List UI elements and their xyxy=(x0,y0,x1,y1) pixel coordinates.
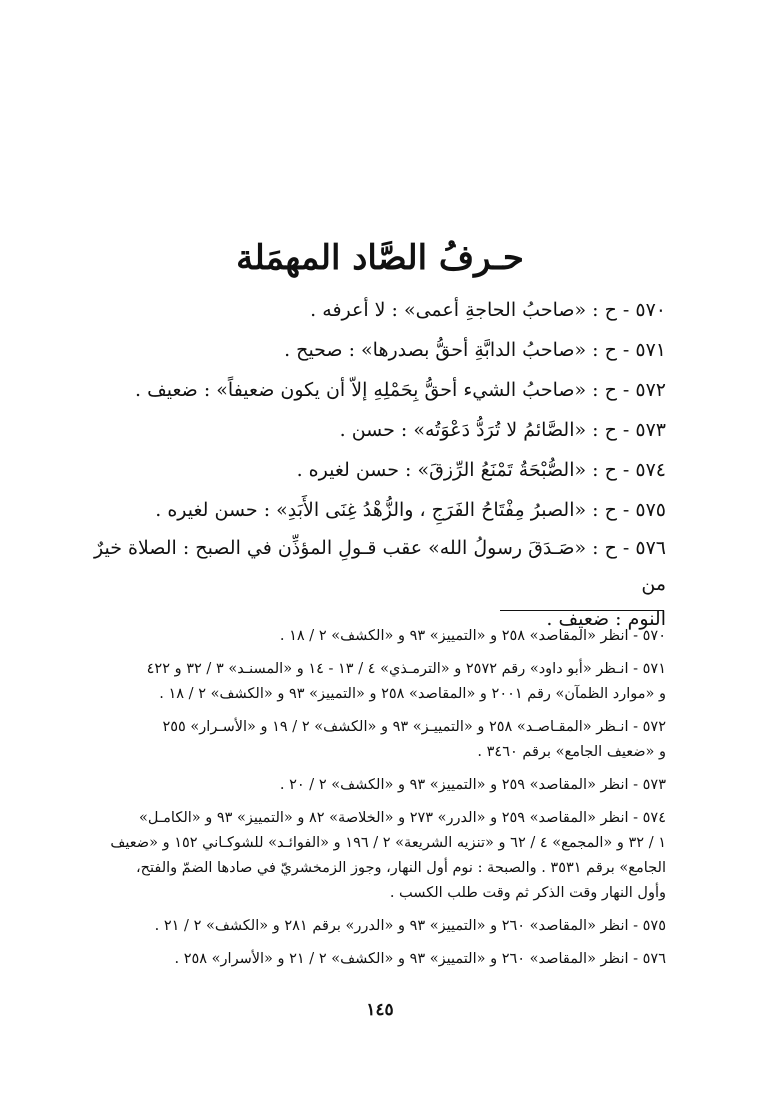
entry-text: ح : «صَـدَقَ رسولُ الله» عقب قـولِ المؤذِّن في الصبح : الصلاة خيرٌ من xyxy=(93,537,666,595)
entry-text: ح : «صاحبُ الشيء أحقُّ بِحَمْلِهِ إلاّ أن يكون ضعيفاً» : ضعيف . xyxy=(135,379,617,401)
entry-number: ٥٧٠ xyxy=(635,299,666,321)
entry-text: ح : «الصُّبْحَةُ تَمْنَعُ الرِّزقَ» : حسن لغيره . xyxy=(296,459,617,481)
entry-number: ٥٧٢ xyxy=(635,379,666,401)
hadith-entry: ٥٧٠ - ح : «صاحبُ الحاجةِ أعمى» : لا أعرفه . xyxy=(310,299,666,321)
entry-number: ٥٧٥ xyxy=(635,499,666,521)
entry-continuation: النوم : ضعيف . xyxy=(546,608,666,630)
entry-number: ٥٧١ xyxy=(635,339,666,361)
entry-text: ح : «صاحبُ الدابَّةِ أحقُّ بصدرها» : صحيح . xyxy=(284,339,617,361)
footnote-divider xyxy=(500,610,664,611)
entry-number: ٥٧٦ xyxy=(635,537,666,559)
hadith-entry: ٥٧١ - ح : «صاحبُ الدابَّةِ أحقُّ بصدرها» : صحيح . xyxy=(284,339,666,361)
entry-number: ٥٧٤ xyxy=(635,459,666,481)
footnote-line: ٥٧٥ - انظر «المقاصد» ٢٦٠ و «التمييز» ٩٣ و «الدرر» برقم ٢٨١ و «الكشف» ٢ / ٢١ . xyxy=(154,918,666,934)
footnote-line: ٥٧٤ - انظر «المقاصد» ٢٥٩ و «الدرر» ٢٧٣ و «الخلاصة» ٨٢ و «التمييز» ٩٣ و «الكامـل» xyxy=(139,810,666,826)
hadith-entry: ٥٧٢ - ح : «صاحبُ الشيء أحقُّ بِحَمْلِهِ إلاّ أن يكون ضعيفاً» : ضعيف . xyxy=(135,379,666,401)
chapter-title: حـرفُ الصَّاد المهمَلة xyxy=(236,238,524,278)
footnote-line: ٥٧٣ - انظر «المقاصد» ٢٥٩ و «التمييز» ٩٣ و «الكشف» ٢ / ٢٠ . xyxy=(279,777,666,793)
entry-text: ح : «الصبرُ مِفْتَاحُ الفَرَجِ ، والزُّهْدُ غِنَى الأَبَدِ» : حسن لغيره . xyxy=(155,499,617,521)
footnote-line: الجامع» برقم ٣٥٣١ . والصبحة : نوم أول النهار، وجوز الزمخشريّ في صادها الضمّ والفتح، xyxy=(135,860,666,876)
footnote xyxy=(46,773,666,798)
footnote-line: ٥٧١ - انـظر «أبو داود» رقم ٢٥٧٢ و «الترمـذي» ٤ / ١٣ - ١٤ و «المسنـد» ٣ / ٣٢ و ٤٢٢ xyxy=(146,661,666,677)
hadith-entries xyxy=(66,290,666,636)
entry-text: ح : «الصَّائمُ لا تُرَدُّ دَعْوَتُه» : حسن . xyxy=(339,419,617,441)
footnotes xyxy=(46,624,666,980)
footnote xyxy=(46,806,666,906)
footnote xyxy=(46,657,666,707)
footnote-line: و «ضعيف الجامع» برقم ٣٤٦٠ . xyxy=(477,744,666,760)
footnote xyxy=(46,624,666,649)
footnote xyxy=(46,715,666,765)
footnote xyxy=(46,914,666,939)
page-number: ١٤٥ xyxy=(366,1000,394,1020)
footnote xyxy=(46,947,666,972)
footnote-line: ٥٧٢ - انـظر «المقـاصـد» ٢٥٨ و «التمييـز» ٩٣ و «الكشف» ٢ / ١٩ و «الأسـرار» ٢٥٥ xyxy=(162,719,666,735)
hadith-entry: ٥٧٤ - ح : «الصُّبْحَةُ تَمْنَعُ الرِّزقَ» : حسن لغيره . xyxy=(296,459,666,481)
hadith-entry: ٥٧٣ - ح : «الصَّائمُ لا تُرَدُّ دَعْوَتُه» : حسن . xyxy=(339,419,666,441)
footnote-line: ٥٧٦ - انظر «المقاصد» ٢٦٠ و «التمييز» ٩٣ و «الكشف» ٢ / ٢١ و «الأسرار» ٢٥٨ . xyxy=(174,951,666,967)
footnote-line: ١ / ٣٢ و «المجمع» ٤ / ٦٢ و «تنزيه الشريعة» ٢ / ١٩٦ و «الفوائـد» للشوكـاني ١٥٢ و «ضعيف xyxy=(110,835,666,851)
footnote-line: ٥٧٠ - انظر «المقاصد» ٢٥٨ و «التمييز» ٩٣ و «الكشف» ٢ / ١٨ . xyxy=(279,628,666,644)
entry-number: ٥٧٣ xyxy=(635,419,666,441)
entry-text: ح : «صاحبُ الحاجةِ أعمى» : لا أعرفه . xyxy=(310,299,617,321)
hadith-entry: ٥٧٦ - ح : «صَـدَقَ رسولُ الله» عقب قـولِ المؤذِّن في الصبح : الصلاة خيرٌ من النوم : ضعيف . xyxy=(66,530,666,636)
footnote-line: و «موارد الظمآن» رقم ٢٠٠١ و «المقاصد» ٢٥٨ و «التمييز» ٩٣ و «الكشف» ٢ / ١٨ . xyxy=(159,686,666,702)
footnote-line: وأول النهار وقت الذكر ثم وقت طلب الكسب . xyxy=(389,885,666,901)
hadith-entry: ٥٧٥ - ح : «الصبرُ مِفْتَاحُ الفَرَجِ ، والزُّهْدُ غِنَى الأَبَدِ» : حسن لغيره . xyxy=(155,499,666,521)
